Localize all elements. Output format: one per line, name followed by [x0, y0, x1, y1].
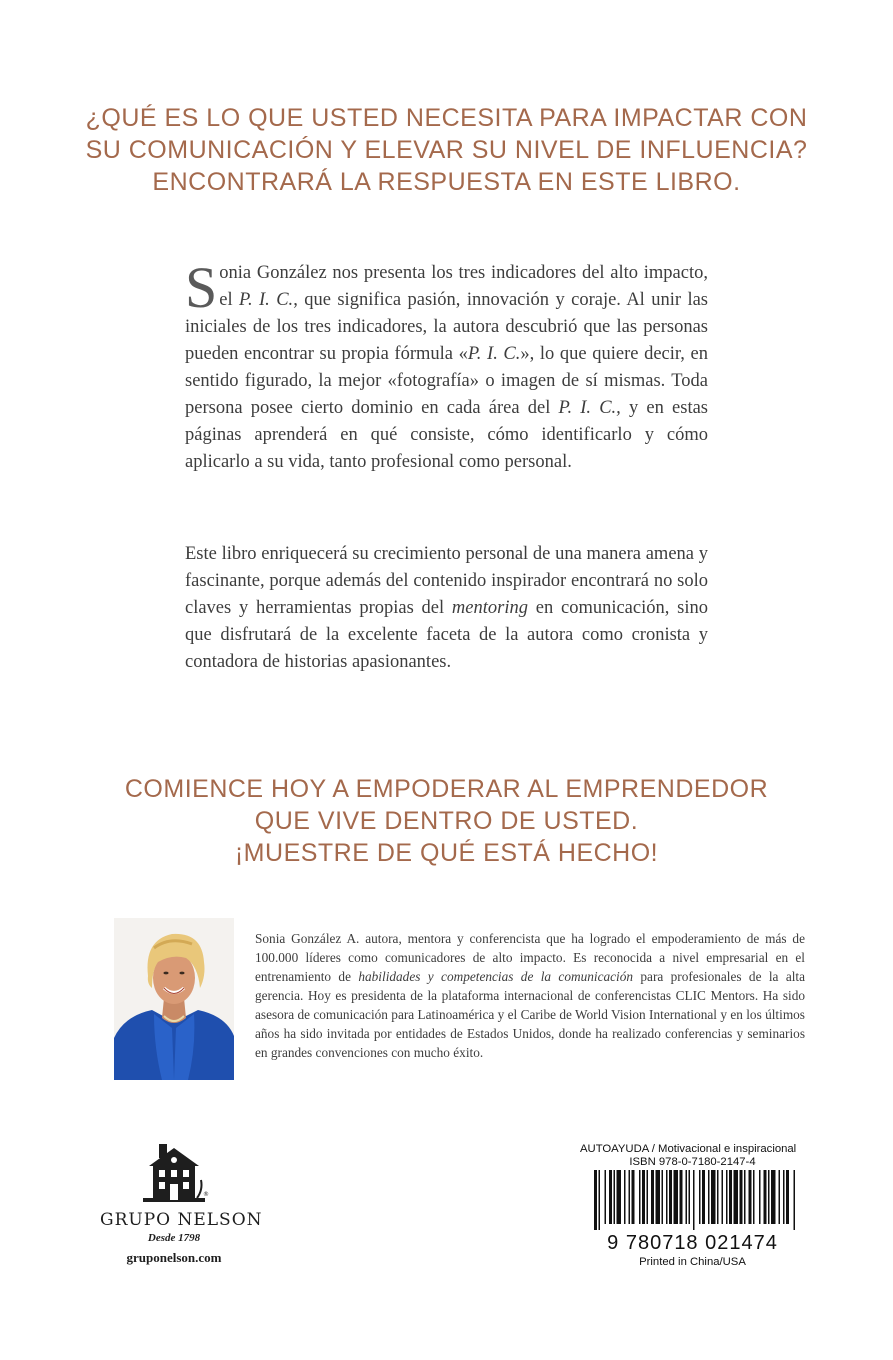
bio-text: para profesionales de la alta gerencia. Hoy es presidenta de la plataforma internacional de conferencistas CLIC Mentors. Ha sido asesora de comunicación para Latinoamérica y el Caribe de World Vision International y en los últimos años ha sido invitada por entidades de Estados Unidos, donde ha realizado conferencias y seminarios en grandes convenciones con mucho éxito. [255, 969, 806, 1060]
barcode-bar [656, 1170, 661, 1224]
synopsis-text: y en estas páginas aprenderá en qué consiste, cómo identificarlo y cómo aplicarlo a su vida, tanto profesional como personal. [185, 398, 708, 472]
barcode-bar [666, 1170, 668, 1224]
headline-line: SU COMUNICACIÓN Y ELEVAR SU NIVEL DE INFLUENCIA? [85, 136, 808, 164]
barcode-bar [794, 1170, 796, 1230]
publisher-since: Desde 1798 [147, 1232, 201, 1244]
synopsis-text: », lo que quiere decir, en sentido figurado, la mejor «fotografía» o imagen de sí mismas. Toda persona posee cierto dominio en cada área del [185, 344, 708, 418]
barcode-bar [609, 1170, 612, 1224]
headline-line: ¿QUÉ ES LO QUE USTED NECESITA PARA IMPACTAR CON [85, 104, 808, 132]
barcode-bar [632, 1170, 635, 1224]
barcode-bar [639, 1170, 641, 1224]
barcode-bar [744, 1170, 746, 1224]
synopsis-text: onia González nos presenta los tres indicadores del alto impacto, el [219, 263, 708, 310]
barcode-bar [753, 1170, 755, 1224]
barcode-bar [651, 1170, 654, 1224]
category-label: AUTOAYUDA / Motivacional e inspiracional [580, 1143, 797, 1155]
headline-top [0, 102, 893, 198]
pic-term: P. I. C., [558, 398, 621, 418]
barcode-bar [669, 1170, 672, 1224]
barcode-bar [617, 1170, 622, 1224]
publisher-website: gruponelson.com [126, 1250, 222, 1265]
barcode-bar [726, 1170, 728, 1224]
barcode-bar [708, 1170, 710, 1224]
synopsis-paragraph-1 [185, 255, 709, 476]
barcode-bar [662, 1170, 664, 1224]
barcode-bar [699, 1170, 701, 1224]
barcode-bar [624, 1170, 626, 1224]
barcode-bar [614, 1170, 616, 1224]
barcode-bar [647, 1170, 649, 1224]
barcode-bar [734, 1170, 739, 1224]
isbn-label: ISBN 978-0-7180-2147-4 [629, 1156, 756, 1168]
dropcap: S [185, 255, 218, 320]
bio-text: Sonia González A. autora, mentora y conferencista que ha logrado el empoderamiento de más de 100.000 líderes como comunicadores de alto impacto. Es reconocida a nivel empresarial en el entrenamiento de [255, 931, 805, 984]
headline-line: ¡MUESTRE DE QUÉ ESTÁ HECHO! [234, 839, 659, 867]
barcode-bar [783, 1170, 785, 1224]
barcode-bar [768, 1170, 770, 1224]
headline-bottom [0, 773, 893, 869]
synopsis-text: Este libro enriquecerá su crecimiento personal de una manera amena y fascinante, porque además del contenido inspirador encontrará no solo claves y herramientas propias del [185, 544, 708, 618]
pic-term: P. I. C. [239, 290, 294, 310]
barcode-bar [594, 1170, 597, 1230]
mentoring-term: mentoring [451, 598, 528, 618]
barcode-bar [674, 1170, 679, 1224]
barcode-bar [686, 1170, 688, 1224]
barcode-bar [759, 1170, 761, 1224]
barcode-bar [729, 1170, 732, 1224]
house-icon [139, 1140, 209, 1204]
headline-line: ENCONTRARÁ LA RESPUESTA EN ESTE LIBRO. [152, 168, 741, 196]
svg-text:®: ® [203, 1191, 209, 1198]
barcode-bar [749, 1170, 752, 1224]
author-photo [114, 918, 234, 1080]
author-bio [255, 929, 805, 1062]
barcode-digits: 9 780718 021474 [607, 1232, 778, 1254]
barcode-bar [771, 1170, 776, 1224]
headline-line: QUE VIVE DENTRO DE USTED. [254, 807, 639, 835]
synopsis-text: , que significa pasión, innovación y coraje. Al unir las iniciales de los tres indicadores, la autora descubrió que las personas pueden encontrar su propia fórmula « [185, 290, 709, 364]
barcode-bar [605, 1170, 607, 1224]
publisher-logo [100, 1140, 263, 1244]
bio-italic: habilidades y competencias de la comunicación [358, 969, 634, 984]
pic-term: P. I. C. [467, 344, 521, 364]
synopsis-text: en comunicación, sino que disfrutará de la excelente faceta de la autora como cronista y contadora de historias apasionantes. [185, 598, 708, 672]
barcode-bar [722, 1170, 724, 1224]
barcode-bar [680, 1170, 683, 1224]
barcode-bar [786, 1170, 789, 1224]
barcode-bar [693, 1170, 695, 1230]
headline-line: COMIENCE HOY A EMPODERAR AL EMPRENDEDOR [124, 775, 769, 803]
barcode-bar [599, 1170, 601, 1230]
barcode-bar [711, 1170, 716, 1224]
barcode-bar [689, 1170, 691, 1224]
barcode-bar [642, 1170, 645, 1224]
barcode-block [580, 1143, 805, 1268]
barcode [580, 1168, 805, 1230]
barcode-bar [779, 1170, 781, 1224]
barcode-bar [764, 1170, 767, 1224]
publisher-name: GRUPO NELSON [100, 1210, 263, 1230]
barcode-bar [717, 1170, 719, 1224]
barcode-bar [740, 1170, 743, 1224]
printed-label: Printed in China/USA [639, 1256, 746, 1268]
synopsis-paragraph-2 [185, 541, 708, 676]
barcode-bar [702, 1170, 705, 1224]
barcode-bar [629, 1170, 631, 1224]
